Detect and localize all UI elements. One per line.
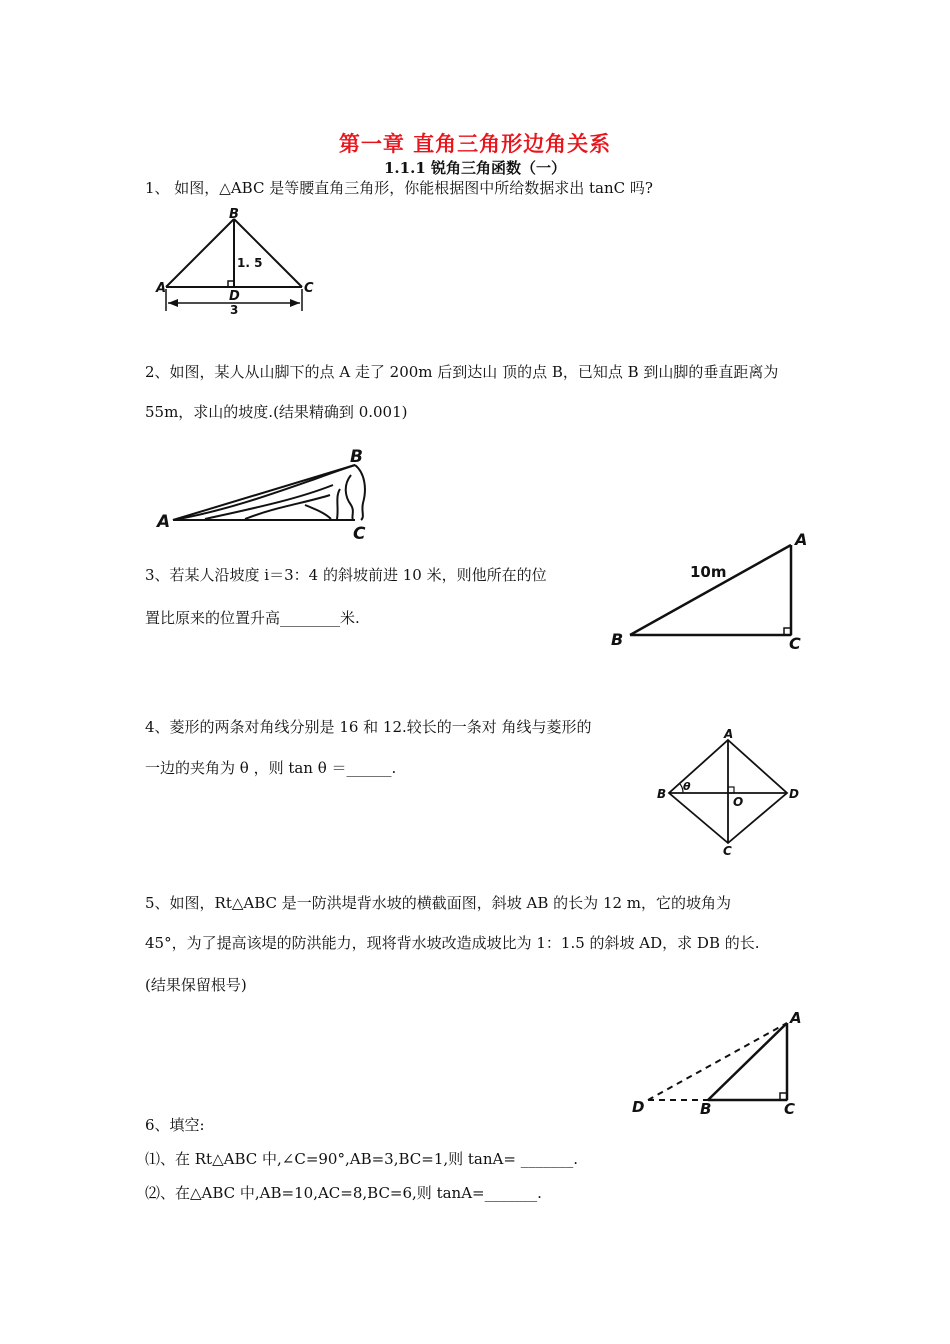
question-5-line3: (结果保留根号) bbox=[145, 976, 247, 994]
question-4-figure bbox=[655, 725, 805, 860]
page-subtitle: 1.1.1 锐角三角函数（一） bbox=[384, 159, 566, 177]
label-c: C bbox=[789, 634, 801, 653]
label-c: C bbox=[353, 524, 366, 544]
label-d: D bbox=[229, 289, 240, 304]
question-1-text: 1、 如图，△ABC 是等腰直角三角形，你能根据图中所给数据求出 tanC 吗? bbox=[145, 179, 653, 197]
slope-ba bbox=[708, 1023, 787, 1100]
label-b: B bbox=[657, 787, 667, 801]
label-d: D bbox=[632, 1098, 645, 1116]
question-3-line1: 3、若某人沿坡度 i＝3：4 的斜坡前进 10 米，则他所在的位 bbox=[145, 566, 547, 584]
slope-ba bbox=[630, 545, 791, 635]
question-5-line2: 45°，为了提高该堤的防洪能力，现将背水坡改造成坡比为 1：1.5 的斜坡 AD，求 DB 的长. bbox=[145, 934, 760, 952]
label-c: C bbox=[723, 844, 732, 858]
label-theta: θ bbox=[683, 780, 691, 793]
label-d: D bbox=[789, 787, 799, 801]
question-3-figure bbox=[605, 525, 825, 655]
label-a: A bbox=[790, 1009, 802, 1027]
question-2-figure bbox=[155, 445, 385, 545]
label-b: B bbox=[229, 207, 239, 222]
label-base: 3 bbox=[230, 303, 239, 317]
question-2-line1: 2、如图，某人从山脚下的点 A 走了 200m 后到达山 顶的点 B，已知点 B 到山脚的垂直距离为 bbox=[145, 363, 779, 381]
question-1-figure bbox=[150, 205, 330, 320]
label-b: B bbox=[700, 1100, 712, 1118]
question-6-item-1: ⑴、在 Rt△ABC 中,∠C=90°,AB=3,BC=1,则 tanA= _______. bbox=[145, 1150, 578, 1168]
question-5-figure bbox=[625, 1005, 825, 1120]
label-length: 10m bbox=[690, 563, 727, 581]
label-a: A bbox=[156, 281, 167, 296]
side-ab bbox=[166, 219, 234, 287]
question-5-line1: 5、如图，Rt△ABC 是一防洪堤背水坡的横截面图，斜坡 AB 的长为 12 m，它的坡角为 bbox=[145, 894, 732, 912]
label-b: B bbox=[350, 447, 363, 467]
right-angle-mark bbox=[728, 787, 734, 793]
label-height: 1. 5 bbox=[237, 256, 263, 270]
question-6-item-2: ⑵、在△ABC 中,AB=10,AC=8,BC=6,则 tanA=_______. bbox=[145, 1184, 542, 1202]
label-o: O bbox=[733, 795, 744, 809]
question-3-line2: 置比原来的位置升高________米. bbox=[145, 609, 360, 627]
question-4-line2: 一边的夹角为 θ ，则 tan θ ＝______. bbox=[145, 759, 397, 777]
question-6-heading: 6、填空: bbox=[145, 1116, 205, 1134]
label-c: C bbox=[304, 281, 314, 296]
label-a: A bbox=[724, 727, 734, 741]
label-b: B bbox=[611, 630, 624, 649]
page-title: 第一章 直角三角形边角关系 bbox=[338, 131, 612, 156]
label-a: A bbox=[795, 530, 808, 549]
question-4-line1: 4、菱形的两条对角线分别是 16 和 12.较长的一条对 角线与菱形的 bbox=[145, 718, 592, 736]
label-c: C bbox=[784, 1100, 796, 1118]
question-2-line2: 55m，求山的坡度.(结果精确到 0.001) bbox=[145, 403, 408, 421]
slope-da bbox=[648, 1023, 787, 1100]
label-a: A bbox=[157, 512, 171, 532]
side-bc bbox=[234, 219, 302, 287]
